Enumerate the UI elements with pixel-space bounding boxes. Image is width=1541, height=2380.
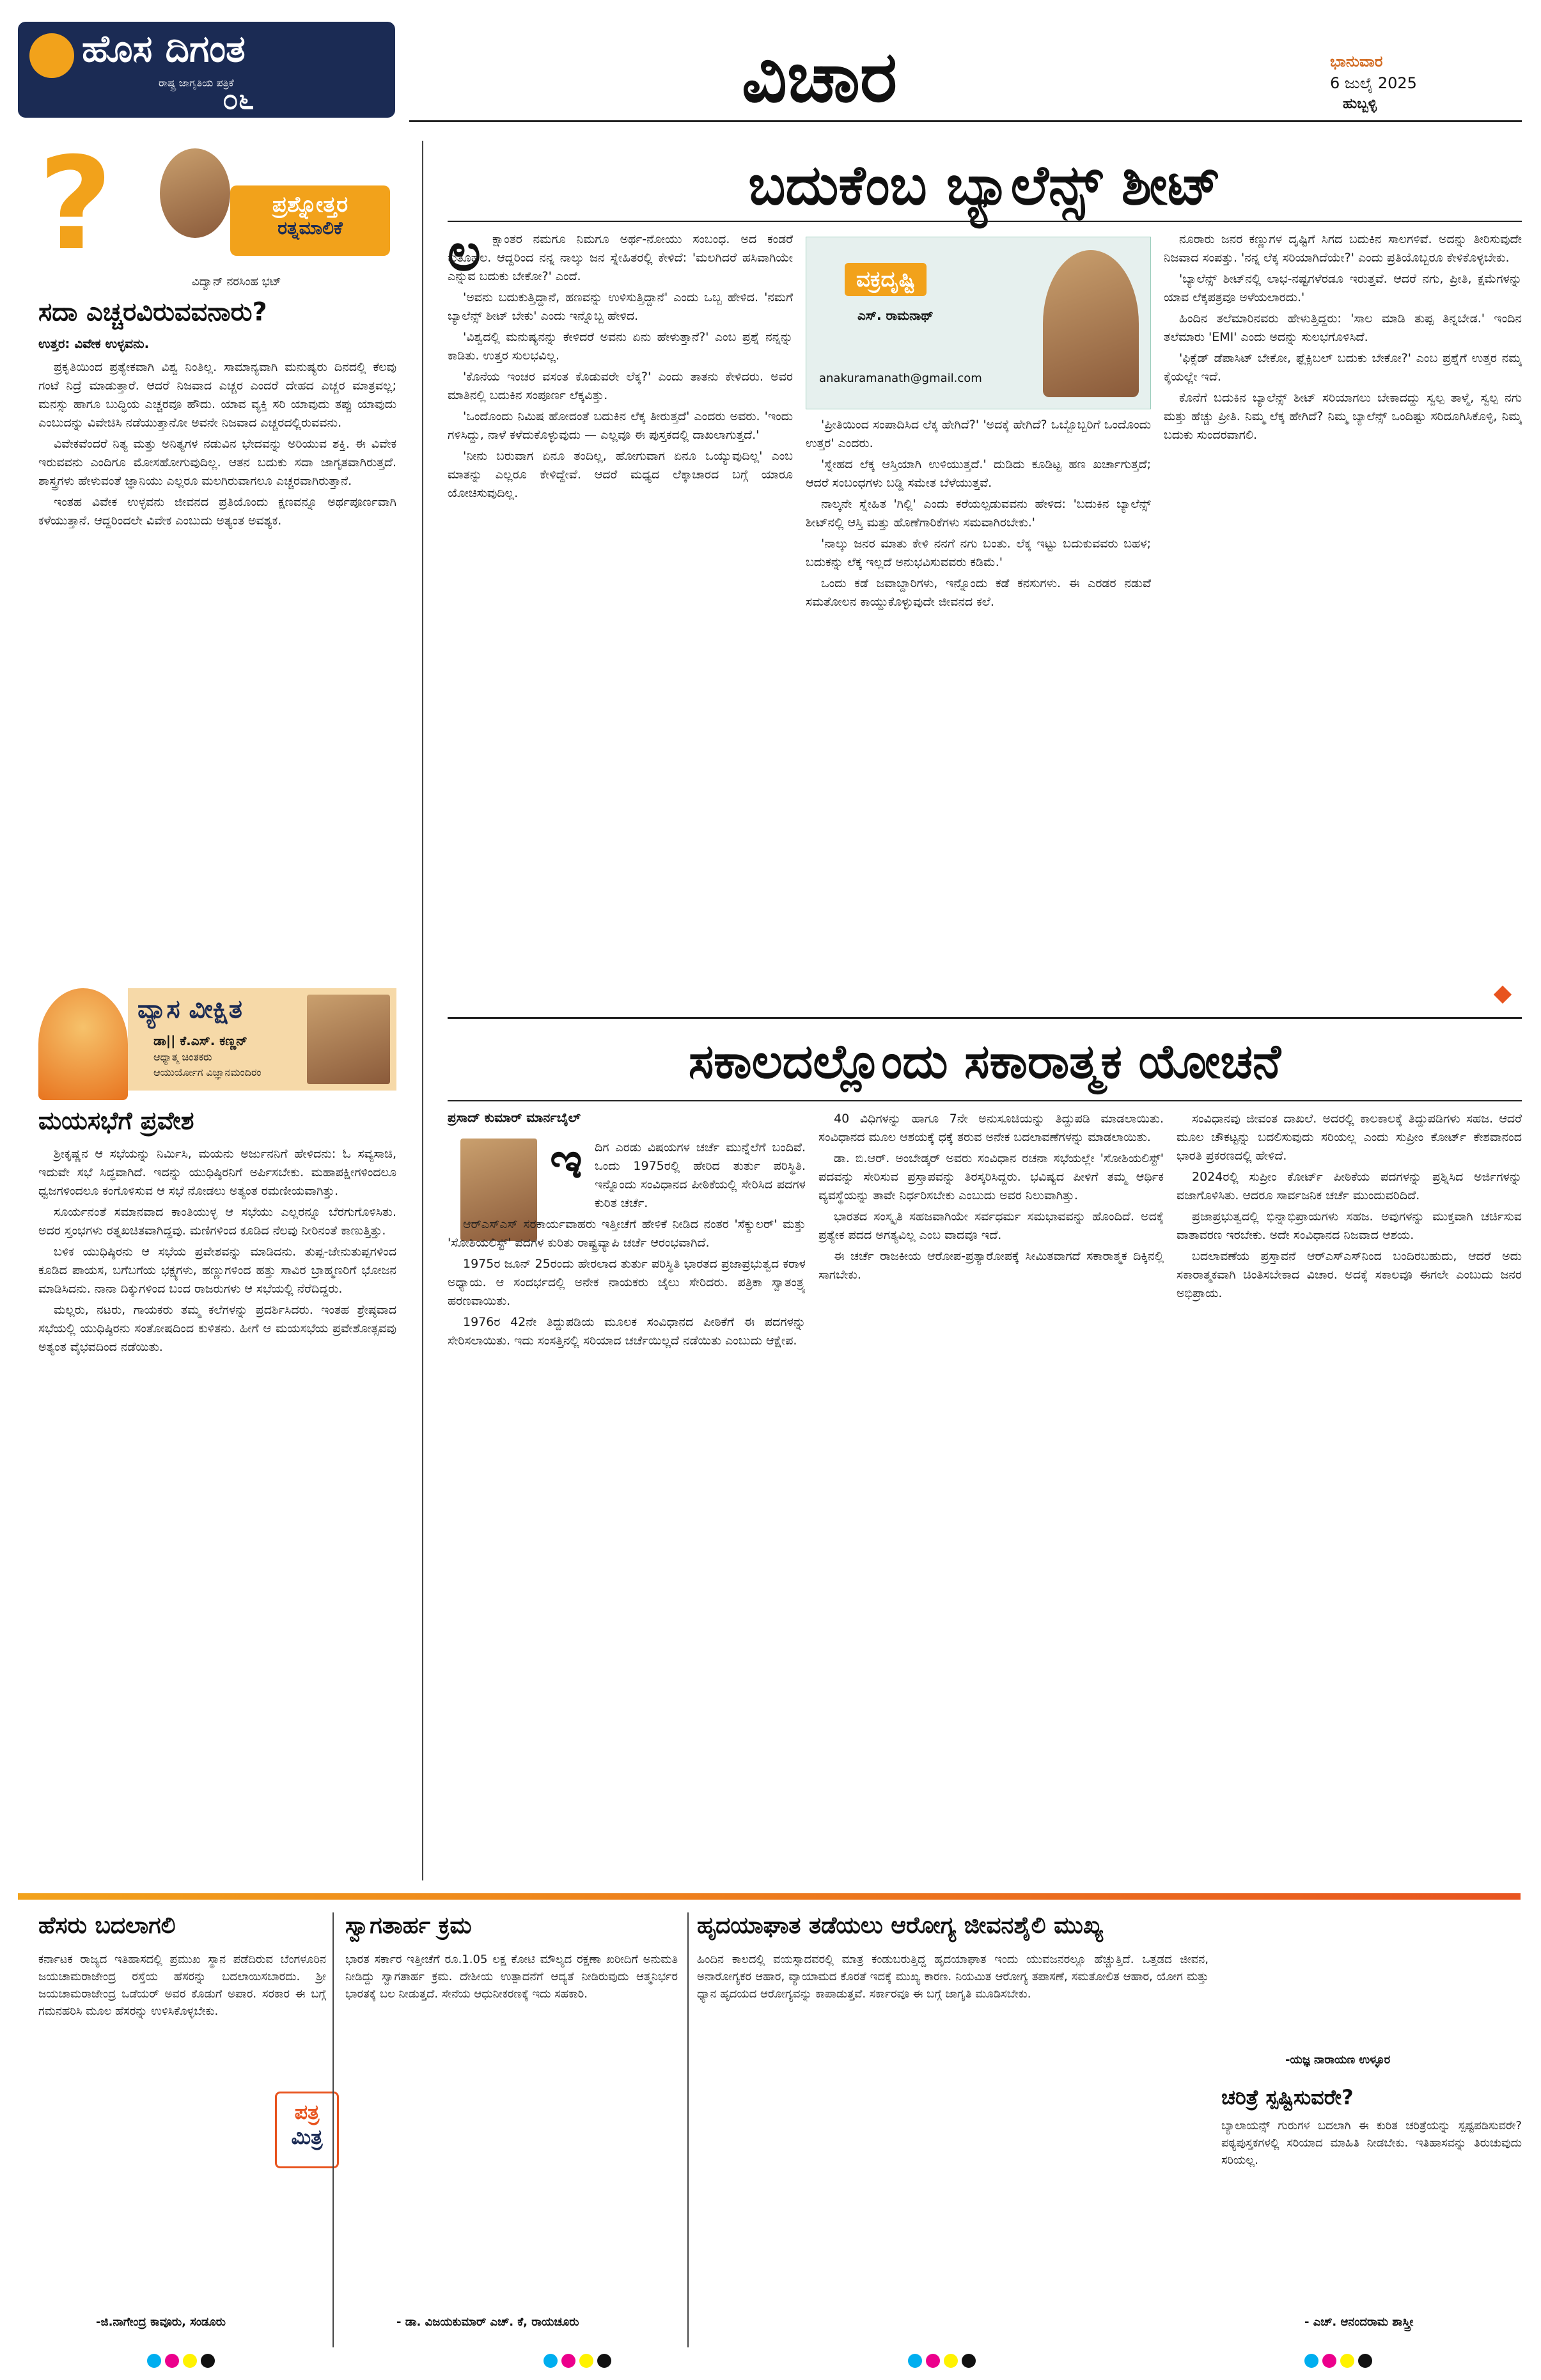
vyasa-paragraph: ಬಳಿಕ ಯುಧಿಷ್ಠಿರನು ಆ ಸಭೆಯ ಪ್ರವೇಶವನ್ನು ಮಾಡಿದನು. ತುಪ್ಪ-ಜೇನುತುಪ್ಪಗಳಿಂದ ಕೂಡಿದ ಪಾಯಸ, ಬಗೆಬಗೆಯ ಭಕ್ಷ್ಯಗಳು, ಹಣ್ಣುಗಳಿಂದ ಹತ್ತು ಸಾವಿರ ಬ್ರಾಹ್ಮಣರಿಗೆ ಭೋಜನ ಮಾಡಿಸಿದನು. ನಾನಾ ದಿಕ್ಕುಗಳಿಂದ ಬಂದ ರಾಜರುಗಳು ಆ ಸಭೆಯಲ್ಲಿ ನೆರೆದಿದ್ದರು.: [38, 1245, 396, 1296]
article1-paragraph: 'ವಿಶ್ವದಲ್ಲಿ ಮನುಷ್ಯನನ್ನು ಕೇಳಿದರೆ ಅವನು ಏನು ಹೇಳುತ್ತಾನೆ?' ಎಂಬ ಪ್ರಶ್ನೆ ನನ್ನನ್ನು ಕಾಡಿತು. ಉತ್ತರ ಸುಲಭವಿಲ್ಲ.: [448, 330, 793, 363]
article1-dropcap: ಲ: [448, 223, 481, 282]
article2-col1: [448, 1139, 806, 1868]
letter4-body: ಬ್ಯಾಲಾಯನ್ಸ್ ಗುರುಗಳ ಬದಲಾಗಿ ಈ ಕುರಿತ ಚರಿತ್ರೆಯನ್ನು ಸ್ಪಷ್ಟಪಡಿಸುವರೇ? ಪಠ್ಯಪುಸ್ತಕಗಳಲ್ಲಿ ಸರಿಯಾದ ಮಾಹಿತಿ ನೀಡಬೇಕು. ಇತಿಹಾಸವನ್ನು ತಿರುಚುವುದು ಸರಿಯಲ್ಲ.: [1221, 2119, 1522, 2167]
masthead-date: 6 ಜುಲೈ 2025: [1330, 74, 1417, 92]
qa-badge-bottom: ರತ್ನಮಾಲಿಕೆ: [278, 217, 343, 239]
letters-divider: [332, 1912, 334, 2347]
letter2-body: ಭಾರತ ಸರ್ಕಾರ ಇತ್ತೀಚೆಗೆ ರೂ.1.05 ಲಕ್ಷ ಕೋಟಿ ಮೌಲ್ಯದ ರಕ್ಷಣಾ ಖರೀದಿಗೆ ಅನುಮತಿ ನೀಡಿದ್ದು ಸ್ವಾಗತಾರ್ಹ ಕ್ರಮ. ದೇಶೀಯ ಉತ್ಪಾದನೆಗೆ ಆದ್ಯತೆ ನೀಡಿರುವುದು ಆತ್ಮನಿರ್ಭರ ಭಾರತಕ್ಕೆ ಬಲ ನೀಡುತ್ತದೆ. ಸೇನೆಯ ಆಧುನೀಕರಣಕ್ಕೆ ಇದು ಸಹಕಾರಿ.: [345, 1953, 678, 2001]
vyasa-author-role2: ಆಯುರ್ಯೋಗ ವಿಜ್ಞಾನಮಂದಿರಂ: [153, 1066, 262, 1078]
question-mark-icon: ?: [38, 130, 113, 279]
columnist-badge: ವಕ್ರದೃಷ್ಟಿ: [845, 263, 927, 296]
article2-paragraph: 1975ರ ಜೂನ್ 25ರಂದು ಹೇರಲಾದ ತುರ್ತು ಪರಿಸ್ಥಿತಿ ಭಾರತದ ಪ್ರಜಾಪ್ರಭುತ್ವದ ಕರಾಳ ಅಧ್ಯಾಯ. ಆ ಸಂದರ್ಭದಲ್ಲಿ ಅನೇಕ ನಾಯಕರು ಜೈಲು ಸೇರಿದರು. ಪತ್ರಿಕಾ ಸ್ವಾತಂತ್ರ್ಯ ಹರಣವಾಯಿತು.: [448, 1257, 806, 1308]
qa-title: ಸದಾ ಎಚ್ಚರವಿರುವವನಾರು?: [38, 297, 267, 327]
article2-rule: [448, 1100, 1522, 1101]
article2-paragraph: ದಿಗ ಎರಡು ವಿಷಯಗಳ ಚರ್ಚೆ ಮುನ್ನೆಲೆಗೆ ಬಂದಿವೆ. ಒಂದು 1975ರಲ್ಲಿ ಹೇರಿದ ತುರ್ತು ಪರಿಸ್ಥಿತಿ. ಇನ್ನೊಂದು ಸಂವಿಧಾನದ ಪೀಠಿಕೆಯಲ್ಲಿ ಸೇರಿಸಿದ ಪದಗಳ ಕುರಿತ ಚರ್ಚೆ.: [595, 1140, 806, 1210]
article2-paragraph: 40 ವಿಧಿಗಳನ್ನು ಹಾಗೂ 7ನೇ ಅನುಸೂಚಿಯನ್ನು ತಿದ್ದುಪಡಿ ಮಾಡಲಾಯಿತು. ಸಂವಿಧಾನದ ಮೂಲ ಆಶಯಕ್ಕೆ ಧಕ್ಕೆ ತರುವ ಅನೇಕ ಬದಲಾವಣೆಗಳನ್ನು ಮಾಡಲಾಯಿತು.: [818, 1112, 1164, 1144]
article2-author: ಪ್ರಸಾದ್ ಕುಮಾರ್ ಮಾರ್ನಬೈಲ್: [448, 1110, 581, 1125]
letter1-body: ಕರ್ನಾಟಕ ರಾಜ್ಯದ ಇತಿಹಾಸದಲ್ಲಿ ಪ್ರಮುಖ ಸ್ಥಾನ ಪಡೆದಿರುವ ಬೆಂಗಳೂರಿನ ಜಯಚಾಮರಾಜೇಂದ್ರ ರಸ್ತೆಯ ಹೆಸರನ್ನು ಬದಲಾಯಿಸಬಾರದು. ಶ್ರೀ ಜಯಚಾಮರಾಜೇಂದ್ರ ಒಡೆಯರ್ ಅವರ ಕೊಡುಗೆ ಅಪಾರ. ಸರಕಾರ ಈ ಬಗ್ಗೆ ಗಮನಹರಿಸಿ ಮೂಲ ಹೆಸರನ್ನು ಉಳಿಸಿಕೊಳ್ಳಬೇಕು.: [38, 1953, 326, 2018]
qa-paragraph: ಪ್ರಕೃತಿಯಿಂದ ಪ್ರತ್ಯೇಕವಾಗಿ ವಿಶ್ವ ನಿಂತಿಲ್ಲ. ಸಾಮಾನ್ಯವಾಗಿ ಮನುಷ್ಯರು ದಿನದಲ್ಲಿ ಕೆಲವು ಗಂಟೆ ನಿದ್ರೆ ಮಾಡುತ್ತಾರೆ. ಆದರೆ ನಿಜವಾದ ಎಚ್ಚರ ಎಂದರೆ ದೇಹದ ಎಚ್ಚರ ಮಾತ್ರವಲ್ಲ; ಮನಸ್ಸು ಹಾಗೂ ಬುದ್ಧಿಯ ಎಚ್ಚರವೂ ಹೌದು. ಯಾವ ವ್ಯಕ್ತಿ ಸರಿ ಯಾವುದು ತಪ್ಪು ಯಾವುದು ಎಂಬುದನ್ನು ವಿವೇಚಿಸಿ ನಡೆಯುತ್ತಾನೋ ಅವನೇ ನಿಜವಾದ ಎಚ್ಚರದಲ್ಲಿರುವವನು.: [38, 360, 396, 430]
letter3-body: ಹಿಂದಿನ ಕಾಲದಲ್ಲಿ ವಯಸ್ಸಾದವರಲ್ಲಿ ಮಾತ್ರ ಕಂಡುಬರುತ್ತಿದ್ದ ಹೃದಯಾಘಾತ ಇಂದು ಯುವಜನರಲ್ಲೂ ಹೆಚ್ಚುತ್ತಿದೆ. ಒತ್ತಡದ ಜೀವನ, ಅನಾರೋಗ್ಯಕರ ಆಹಾರ, ವ್ಯಾಯಾಮದ ಕೊರತೆ ಇದಕ್ಕೆ ಮುಖ್ಯ ಕಾರಣ. ನಿಯಮಿತ ಆರೋಗ್ಯ ತಪಾಸಣೆ, ಸಮತೋಲಿತ ಆಹಾರ, ಯೋಗ ಮತ್ತು ಧ್ಯಾನ ಹೃದಯದ ಆರೋಗ್ಯವನ್ನು ಕಾಪಾಡುತ್ತವೆ. ಸರ್ಕಾರವೂ ಈ ಬಗ್ಗೆ ಜಾಗೃತಿ ಮೂಡಿಸಬೇಕು.: [697, 1953, 1209, 2001]
letter4-signature: - ಎಚ್. ಆನಂದರಾಮ ಶಾಸ್ತ್ರೀ: [1304, 2315, 1414, 2329]
article2-title: ಸಕಾಲದಲ್ಲೊಂದು ಸಕಾರಾತ್ಮಕ ಯೋಚನೆ: [688, 1034, 1281, 1089]
letters-color-bar: [18, 1893, 1521, 1900]
columnist-email[interactable]: anakuramanath@gmail.com: [819, 372, 982, 385]
vyasa-body: [38, 1145, 396, 1868]
article2-paragraph: ಈ ಚರ್ಚೆ ರಾಜಕೀಯ ಆರೋಪ-ಪ್ರತ್ಯಾರೋಪಕ್ಕೆ ಸೀಮಿತವಾಗದೆ ಸಕಾರಾತ್ಮಕ ದಿಕ್ಕಿನಲ್ಲಿ ಸಾಗಬೇಕು.: [818, 1249, 1164, 1282]
article1-paragraph: ಕೊನೆಗೆ ಬದುಕಿನ ಬ್ಯಾಲೆನ್ಸ್ ಶೀಟ್ ಸರಿಯಾಗಲು ಬೇಕಾದದ್ದು ಸ್ವಲ್ಪ ತಾಳ್ಮೆ, ಸ್ವಲ್ಪ ನಗು ಮತ್ತು ಹೆಚ್ಚು ಪ್ರೀತಿ. ನಿಮ್ಮ ಲೆಕ್ಕ ಹೇಗಿದೆ? ನಿಮ್ಮ ಬ್ಯಾಲೆನ್ಸ್ ಒಂದಿಷ್ಟು ಸರಿದೂಗಿಸಿಕೊಳ್ಳಿ, ನಿಮ್ಮ ಬದುಕು ಸುಂದರವಾಗಲಿ.: [1164, 391, 1522, 442]
columnist-box: [806, 237, 1151, 409]
vyasa-sage-illustration: [38, 988, 128, 1100]
letter3-signature: -ಯಜ್ಞ ನಾರಾಯಣ ಉಳ್ಳೂರ: [1285, 2053, 1391, 2067]
article1-paragraph: ನೂರಾರು ಜನರ ಕಣ್ಣುಗಳ ದೃಷ್ಟಿಗೆ ಸಿಗದ ಬದುಕಿನ ಸಾಲಗಳಿವೆ. ಅದನ್ನು ತೀರಿಸುವುದೇ ನಿಜವಾದ ಸಂಪತ್ತು. 'ನನ್ನ ಲೆಕ್ಕ ಸರಿಯಾಗಿದೆಯೇ?' ಎಂದು ಪ್ರತಿಯೊಬ್ಬರೂ ಕೇಳಿಕೊಳ್ಳಬೇಕು.: [1164, 232, 1522, 265]
article1-paragraph: 'ಪ್ರೀತಿಯಿಂದ ಸಂಪಾದಿಸಿದ ಲೆಕ್ಕ ಹೇಗಿದೆ?' 'ಅದಕ್ಕೆ ಹೇಗಿದೆ? ಒಬ್ಬೊಬ್ಬರಿಗೆ ಒಂದೊಂದು ಉತ್ತರ' ಎಂದರು.: [806, 418, 1151, 450]
article1-paragraph: 'ಸ್ನೇಹದ ಲೆಕ್ಕ ಆಸ್ತಿಯಾಗಿ ಉಳಿಯುತ್ತದೆ.' ದುಡಿದು ಕೂಡಿಟ್ಟ ಹಣ ಖರ್ಚಾಗುತ್ತದೆ; ಆದರೆ ಸಂಬಂಧಗಳು ಬಡ್ಡಿ ಸಮೇತ ಬೆಳೆಯುತ್ತವೆ.: [806, 457, 1151, 490]
article1-paragraph: 'ನಾಲ್ಕು ಜನರ ಮಾತು ಕೇಳಿ ನನಗೆ ನಗು ಬಂತು. ಲೆಕ್ಕ ಇಟ್ಟು ಬದುಕುವವರು ಬಹಳ; ಬದುಕನ್ನು ಲೆಕ್ಕ ಇಲ್ಲದೆ ಅನುಭವಿಸುವವರು ಕಡಿಮೆ.': [806, 537, 1151, 569]
page-number: ೦೬: [223, 83, 254, 116]
article2-paragraph: ಭಾರತದ ಸಂಸ್ಕೃತಿ ಸಹಜವಾಗಿಯೇ ಸರ್ವಧರ್ಮ ಸಮಭಾವವನ್ನು ಹೊಂದಿದೆ. ಅದಕ್ಕೆ ಪ್ರತ್ಯೇಕ ಪದದ ಅಗತ್ಯವಿಲ್ಲ ಎಂಬ ವಾದವೂ ಇದೆ.: [818, 1210, 1164, 1242]
patra-mitra-line2: ಮಿತ್ರ: [291, 2125, 323, 2149]
patra-mitra-line1: ಪತ್ರ: [294, 2100, 320, 2124]
vyasa-badge: [128, 988, 396, 1091]
vyasa-paragraph: ಮಲ್ಲರು, ನಟರು, ಗಾಯಕರು ತಮ್ಮ ಕಲೆಗಳನ್ನು ಪ್ರದರ್ಶಿಸಿದರು. ಇಂತಹ ಶ್ರೇಷ್ಠವಾದ ಸಭೆಯಲ್ಲಿ ಯುಧಿಷ್ಠಿರನು ಸಂತೋಷದಿಂದ ಕುಳಿತನು. ಹೀಗೆ ಆ ಮಯಸಭೆಯ ಪ್ರವೇಶೋತ್ಸವವು ಅತ್ಯಂತ ವೈಭವದಿಂದ ನಡೆಯಿತು.: [38, 1303, 396, 1354]
article2-paragraph: ಡಾ. ಬಿ.ಆರ್. ಅಂಬೇಡ್ಕರ್ ಅವರು ಸಂವಿಧಾನ ರಚನಾ ಸಭೆಯಲ್ಲೇ 'ಸೋಶಿಯಲಿಸ್ಟ್' ಪದವನ್ನು ಸೇರಿಸುವ ಪ್ರಸ್ತಾಪವನ್ನು ತಿರಸ್ಕರಿಸಿದ್ದರು. ಭವಿಷ್ಯದ ಪೀಳಿಗೆ ತಮ್ಮ ಆರ್ಥಿಕ ವ್ಯವಸ್ಥೆಯನ್ನು ತಾವೇ ನಿರ್ಧರಿಸಬೇಕು ಎಂಬುದು ಅವರ ನಿಲುವಾಗಿತ್ತು.: [818, 1151, 1164, 1202]
masthead-edition: ಹುಬ್ಬಳ್ಳಿ: [1343, 96, 1377, 112]
registration-marks-left: [147, 2354, 219, 2370]
article1-paragraph: ಒಂದು ಕಡೆ ಜವಾಬ್ದಾರಿಗಳು, ಇನ್ನೊಂದು ಕಡೆ ಕನಸುಗಳು. ಈ ಎರಡರ ನಡುವೆ ಸಮತೋಲನ ಕಾಯ್ದುಕೊಳ್ಳುವುದೇ ಜೀವನದ ಕಲೆ.: [806, 576, 1151, 609]
column-divider: [422, 141, 423, 1880]
article1-paragraph: ಕ್ಷಾಂತರ ನಮಗೂ ನಿಮಗೂ ಅರ್ಥ-ನೋಯು ಸಂಬಂಧ. ಅದ ಕಂಡರೆ ಕುತೂಹಲ. ಆದ್ದರಿಂದ ನನ್ನ ನಾಲ್ಕು ಜನ ಸ್ನೇಹಿತರಲ್ಲಿ ಕೇಳಿದೆ: 'ಮಲಗಿದರೆ ಹಸಿವಾಗಿಯೇ ಎನ್ನುವ ಬದುಕು ಬೇಕೋ?' ಎಂದೆ.: [448, 232, 793, 283]
vyasa-author-photo: [307, 995, 390, 1084]
masthead-day: ಭಾನುವಾರ: [1330, 52, 1383, 70]
article1-rule: [448, 221, 1522, 222]
vyasa-author-role1: ಆಧ್ಯಾತ್ಮ ಚಿಂತಕರು: [153, 1051, 212, 1063]
qa-author-photo: [160, 148, 230, 238]
article2-col3: [1177, 1110, 1522, 1868]
article1-paragraph: 'ಅವನು ಬದುಕುತ್ತಿದ್ದಾನೆ, ಹಣವನ್ನು ಉಳಿಸುತ್ತಿದ್ದಾನೆ' ಎಂದು ಒಬ್ಬ ಹೇಳಿದ. 'ನಮಗೆ ಬ್ಯಾಲೆನ್ಸ್ ಶೀಟ್ ಬೇಕು' ಎಂದು ಇನ್ನೊಬ್ಬ ಹೇಳಿದ.: [448, 290, 793, 323]
article2-paragraph: 1976ರ 42ನೇ ತಿದ್ದುಪಡಿಯ ಮೂಲಕ ಸಂವಿಧಾನದ ಪೀಠಿಕೆಗೆ ಈ ಪದಗಳನ್ನು ಸೇರಿಸಲಾಯಿತು. ಇದು ಸಂಸತ್ತಿನಲ್ಲಿ ಸರಿಯಾದ ಚರ್ಚೆಯಿಲ್ಲದೆ ನಡೆಯಿತು ಎಂಬುದು ಆಕ್ಷೇಪ.: [448, 1315, 806, 1348]
vyasa-paragraph: ಶ್ರೀಕೃಷ್ಣನ ಆ ಸಭೆಯನ್ನು ನಿರ್ಮಿಸಿ, ಮಯನು ಅರ್ಜುನನಿಗೆ ಹೇಳಿದನು: ಓ ಸವ್ಯಸಾಚಿ, ಇದುವೇ ಸಭೆ ಸಿದ್ಧವಾಗಿದೆ. ಇದನ್ನು ಯುಧಿಷ್ಠಿರನಿಗೆ ಅರ್ಪಿಸಬೇಕು. ಮಹಾಪಕ್ಷೀಗಳಿಂದಲೂ ಧ್ವಜಗಳಿಂದಲೂ ಕಂಗೊಳಿಸುವ ಆ ಸಭೆ ನೋಡಲು ಅತ್ಯಂತ ರಮಣೀಯವಾಗಿತ್ತು.: [38, 1147, 396, 1198]
article1-title: ಬದುಕೆಂಬ ಬ್ಯಾಲೆನ್ಸ್ ಶೀಟ್: [748, 154, 1221, 217]
letter4-title: ಚರಿತ್ರೆ ಸ್ಪಷ್ಟಿಸುವರೇ?: [1221, 2085, 1354, 2109]
vyasa-badge-text: ವ್ಯಾಸ ವೀಕ್ಷಿತ: [137, 995, 242, 1024]
article1-paragraph: 'ಕೊನೆಯ ಇಂಚರ ವಸಂತ ಕೊಡುವರೇ ಲೆಕ್ಕ?' ಎಂದು ತಾತನು ಕೇಳಿದರು. ಅವರ ಮಾತಿನಲ್ಲಿ ಬದುಕಿನ ಸಂಪೂರ್ಣ ಲೆಕ್ಕವಿತ್ತು.: [448, 370, 793, 402]
letter2-title: ಸ್ವಾಗತಾರ್ಹ ಕ್ರಮ: [345, 1912, 472, 1939]
logo-emblem-icon: [29, 33, 74, 78]
letter1-title: ಹೆಸರು ಬದಲಾಗಲಿ: [38, 1912, 176, 1939]
vyasa-author: ಡಾ|| ಕೆ.ಎಸ್. ಕಣ್ಣನ್: [153, 1033, 247, 1048]
registration-marks-center-left: [544, 2354, 615, 2370]
qa-author: ವಿದ್ವಾನ್ ನರಸಿಂಹ ಭಟ್: [192, 275, 281, 288]
columnist-photo: [1043, 250, 1139, 397]
letter1-signature: -ಜಿ.ನಾಗೇಂದ್ರ ಕಾವೂರು, ಸಂಡೂರು: [96, 2315, 226, 2329]
article1-paragraph: 'ಒಂದೊಂದು ನಿಮಿಷ ಹೋದಂತೆ ಬದುಕಿನ ಲೆಕ್ಕ ತೀರುತ್ತದೆ' ಎಂದರು ಅವರು. 'ಇಂದು ಗಳಿಸಿದ್ದು, ನಾಳೆ ಕಳೆದುಕೊಳ್ಳುವುದು — ಎಲ್ಲವೂ ಈ ಪುಸ್ತಕದಲ್ಲಿ ದಾಖಲಾಗುತ್ತದೆ.': [448, 409, 793, 442]
qa-answer-label: ಉತ್ತರ: ವಿವೇಕ ಉಳ್ಳವನು.: [38, 336, 150, 351]
article2-paragraph: ಸಂವಿಧಾನವು ಜೀವಂತ ದಾಖಲೆ. ಅದರಲ್ಲಿ ಕಾಲಕಾಲಕ್ಕೆ ತಿದ್ದುಪಡಿಗಳು ಸಹಜ. ಆದರೆ ಮೂಲ ಚೌಕಟ್ಟನ್ನು ಬದಲಿಸುವುದು ಸರಿಯಲ್ಲ ಎಂದು ಸುಪ್ರೀಂ ಕೋರ್ಟ್ ಕೇಶವಾನಂದ ಭಾರತಿ ಪ್ರಕರಣದಲ್ಲಿ ಹೇಳಿದೆ.: [1177, 1112, 1522, 1163]
letter3-title: ಹೃದಯಾಘಾತ ತಡೆಯಲು ಆರೋಗ್ಯ ಜೀವನಶೈಲಿ ಮುಖ್ಯ: [697, 1912, 1103, 1939]
article2-paragraph: ಬದಲಾವಣೆಯ ಪ್ರಸ್ತಾವನೆ ಆರ್‌ಎಸ್‌ಎಸ್‌ನಿಂದ ಬಂದಿರಬಹುದು, ಆದರೆ ಅದು ಸಕಾರಾತ್ಮಕವಾಗಿ ಚಿಂತಿಸಬೇಕಾದ ವಿಚಾರ. ಅದಕ್ಕೆ ಸಕಾಲವೂ ಈಗಲೇ ಎಂಬುದು ಜನರ ಅಭಿಪ್ರಾಯ.: [1177, 1249, 1522, 1300]
patra-mitra-badge: [275, 2092, 339, 2168]
article1-col1: [448, 230, 793, 998]
letters-divider: [687, 1912, 689, 2347]
article1-paragraph: 'ನೀನು ಬರುವಾಗ ಏನೂ ತಂದಿಲ್ಲ, ಹೋಗುವಾಗ ಏನೂ ಒಯ್ಯುವುದಿಲ್ಲ' ಎಂಬ ಮಾತನ್ನು ಎಲ್ಲರೂ ಕೇಳಿದ್ದೇವೆ. ಆದರೆ ಮಧ್ಯದ ಲೆಕ್ಕಾಚಾರದ ಬಗ್ಗೆ ಯಾರೂ ಯೋಚಿಸುವುದಿಲ್ಲ.: [448, 449, 793, 500]
logo-text: ಹೊಸ ದಿಗಂತ: [82, 27, 246, 70]
article2-paragraph: ಆರ್‌ಎಸ್‌ಎಸ್ ಸರಕಾರ್ಯವಾಹರು ಇತ್ತೀಚೆಗೆ ಹೇಳಿಕೆ ನೀಡಿದ ನಂತರ 'ಸೆಕ್ಯುಲರ್' ಮತ್ತು 'ಸೋಶಿಯಲಿಸ್ಟ್' ಪದಗಳ ಕುರಿತು ರಾಷ್ಟ್ರವ್ಯಾಪಿ ಚರ್ಚೆ ಆರಂಭವಾಗಿದೆ.: [448, 1217, 806, 1250]
article1-paragraph: ನಾಲ್ಕನೇ ಸ್ನೇಹಿತ 'ಗಿಲ್ಲಿ' ಎಂದು ಕರೆಯಲ್ಪಡುವವನು ಹೇಳಿದ: 'ಬದುಕಿನ ಬ್ಯಾಲೆನ್ಸ್ ಶೀಟ್‌ನಲ್ಲಿ ಆಸ್ತಿ ಮತ್ತು ಹೊಣೆಗಾರಿಕೆಗಳು ಸಮವಾಗಿರಬೇಕು.': [806, 497, 1151, 530]
article2-dropcap: ಇ: [550, 1132, 583, 1190]
qa-paragraph: ವಿವೇಕವೆಂದರೆ ನಿತ್ಯ ಮತ್ತು ಅನಿತ್ಯಗಳ ನಡುವಿನ ಭೇದವನ್ನು ಅರಿಯುವ ಶಕ್ತಿ. ಈ ವಿವೇಕ ಇರುವವನು ಎಂದಿಗೂ ಮೋಸಹೋಗುವುದಿಲ್ಲ. ಆತನ ಬದುಕು ಸದಾ ಜಾಗೃತವಾಗಿರುತ್ತದೆ. ಶಾಸ್ತ್ರಗಳು ಹೇಳುವಂತೆ ಜ್ಞಾನಿಯು ಎಲ್ಲರೂ ಮಲಗಿರುವಾಗಲೂ ಎಚ್ಚರವಾಗಿರುತ್ತಾನೆ.: [38, 437, 396, 488]
article2-paragraph: 2024ರಲ್ಲಿ ಸುಪ್ರೀಂ ಕೋರ್ಟ್ ಪೀಠಿಕೆಯ ಪದಗಳನ್ನು ಪ್ರಶ್ನಿಸಿದ ಅರ್ಜಿಗಳನ್ನು ವಜಾಗೊಳಿಸಿತು. ಆದರೂ ಸಾರ್ವಜನಿಕ ಚರ್ಚೆ ಮುಂದುವರಿದಿದೆ.: [1177, 1170, 1522, 1202]
masthead-rule: [409, 120, 1522, 122]
qa-paragraph: ಇಂತಹ ವಿವೇಕ ಉಳ್ಳವನು ಜೀವನದ ಪ್ರತಿಯೊಂದು ಕ್ಷಣವನ್ನೂ ಅರ್ಥಪೂರ್ಣವಾಗಿ ಕಳೆಯುತ್ತಾನೆ. ಆದ್ದರಿಂದಲೇ ವಿವೇಕ ಎಂಬುದು ಅತ್ಯಂತ ಅವಶ್ಯಕ.: [38, 495, 396, 528]
vyasa-paragraph: ಸೂರ್ಯನಂತೆ ಸಮಾನವಾದ ಕಾಂತಿಯುಳ್ಳ ಆ ಸಭೆಯು ಎಲ್ಲರನ್ನೂ ಬೆರಗುಗೊಳಿಸಿತು. ಅದರ ಸ್ತಂಭಗಳು ರತ್ನಖಚಿತವಾಗಿದ್ದವು. ಮಣಿಗಳಿಂದ ಕೂಡಿದ ನೆಲವು ನೀರಿನಂತೆ ಕಾಣುತ್ತಿತ್ತು.: [38, 1205, 396, 1238]
article1-paragraph: 'ಬ್ಯಾಲೆನ್ಸ್ ಶೀಟ್‌ನಲ್ಲಿ ಲಾಭ-ನಷ್ಟಗಳೆರಡೂ ಇರುತ್ತವೆ. ಆದರೆ ನಗು, ಪ್ರೀತಿ, ಕ್ಷಮೆಗಳನ್ನು ಯಾವ ಲೆಕ್ಕಪತ್ರವೂ ಅಳೆಯಲಾರದು.': [1164, 272, 1522, 304]
logo-tagline: ರಾಷ್ಟ್ರ ಜಾಗೃತಿಯ ಪತ್ರಿಕೆ: [159, 77, 234, 89]
article2-paragraph: ಪ್ರಜಾಪ್ರಭುತ್ವದಲ್ಲಿ ಭಿನ್ನಾಭಿಪ್ರಾಯಗಳು ಸಹಜ. ಅವುಗಳನ್ನು ಮುಕ್ತವಾಗಿ ಚರ್ಚಿಸುವ ವಾತಾವರಣ ಇರಬೇಕು. ಅದೇ ಸಂವಿಧಾನದ ನಿಜವಾದ ಆಶಯ.: [1177, 1210, 1522, 1242]
article1-paragraph: ಹಿಂದಿನ ತಲೆಮಾರಿನವರು ಹೇಳುತ್ತಿದ್ದರು: 'ಸಾಲ ಮಾಡಿ ತುಪ್ಪ ತಿನ್ನಬೇಡ.' ಇಂದಿನ ತಲೆಮಾರು 'EMI' ಎಂದು ಅದನ್ನು ಸುಲಭಗೊಳಿಸಿದೆ.: [1164, 311, 1522, 344]
section-title: ವಿಚಾರ: [742, 36, 898, 118]
qa-body: [38, 358, 396, 991]
masthead-logo: [18, 22, 395, 118]
qa-badge: [230, 185, 390, 256]
article1-paragraph: 'ಫಿಕ್ಸೆಡ್ ಡೆಪಾಸಿಟ್ ಬೇಕೋ, ಫ್ಲೆಕ್ಸಿಬಲ್ ಬದುಕು ಬೇಕೋ?' ಎಂಬ ಪ್ರಶ್ನೆಗೆ ಉತ್ತರ ನಮ್ಮ ಕೈಯಲ್ಲೇ ಇದೆ.: [1164, 351, 1522, 384]
article2-byline: [448, 1110, 806, 1135]
registration-marks-right: [1304, 2354, 1376, 2370]
article1-col2: [806, 416, 1151, 998]
article2-col2: [818, 1110, 1164, 1868]
article1-col3: [1164, 230, 1522, 998]
registration-marks-center-right: [908, 2354, 980, 2370]
letter2-signature: - ಡಾ. ವಿಜಯಕುಮಾರ್ ಎಚ್. ಕೆ, ರಾಯಚೂರು: [396, 2315, 579, 2329]
section-rule: [448, 1017, 1522, 1019]
qa-badge-top: ಪ್ರಶ್ನೋತ್ತರ: [272, 192, 348, 217]
columnist-author: ಎಸ್. ರಾಮನಾಥ್: [857, 308, 934, 323]
vyasa-title: ಮಯಸಭೆಗೆ ಪ್ರವೇಶ: [38, 1107, 194, 1135]
